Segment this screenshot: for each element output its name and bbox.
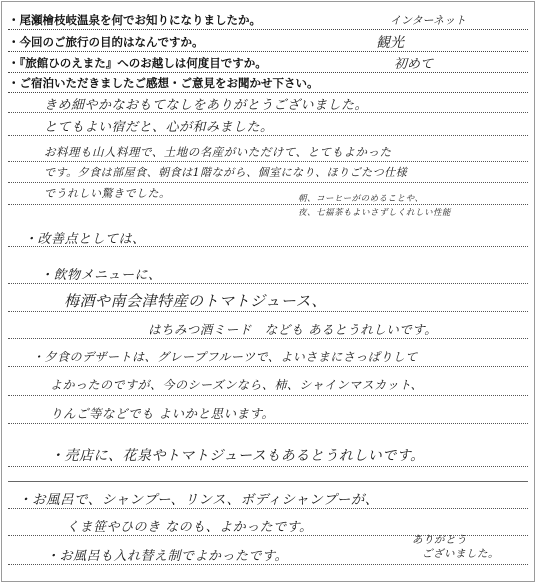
section-divider	[8, 481, 528, 482]
comment-line: よかったのですが、今のシーズンなら、柿、シャインマスカット、	[50, 378, 423, 392]
ruled-line	[8, 508, 528, 509]
comment-line: ・売店に、花泉やトマトジュースもあるとうれしいです。	[50, 448, 425, 464]
ruled-line	[8, 395, 528, 396]
ruled-line	[8, 338, 528, 339]
ruled-line	[8, 135, 528, 136]
comment-line: はちみつ酒ミード なども あるとうれしいです。	[148, 322, 438, 337]
ruled-line	[8, 466, 528, 467]
comment-heading-improvements: ・改善点としては、	[24, 232, 146, 247]
thanks-note: ございました。	[422, 548, 499, 560]
comment-line: ・お風呂も入れ替え制でよかったです。	[46, 549, 288, 564]
ruled-line	[8, 246, 528, 247]
ruled-line	[8, 311, 528, 312]
question-row-comments	[8, 75, 528, 93]
comment-line: お料理も山人料理で、土地の名産がいただけて、とてもよかった	[44, 145, 392, 159]
question-row-visits	[8, 55, 528, 73]
thanks-note: ありがとう	[412, 534, 467, 546]
question-row-purpose	[8, 34, 528, 52]
comment-line: きめ細やかなおもてなしをありがとうございました。	[44, 98, 369, 113]
ruled-line	[8, 112, 528, 113]
comment-line: ・飲物メニューに、	[40, 268, 162, 283]
answer-purpose: 観光	[376, 35, 404, 51]
ruled-line	[8, 564, 528, 565]
comment-line: とてもよい宿だと、心が和みました。	[44, 120, 274, 135]
ruled-line	[8, 283, 528, 284]
survey-card	[1, 1, 535, 582]
question-row-source	[8, 12, 528, 30]
ruled-line	[8, 161, 528, 162]
margin-note: 朝、コーヒーがのめることや、	[298, 194, 424, 204]
comment-line: りんご等などでも よいかと思います。	[50, 406, 275, 421]
comment-line: ・お風呂で、シャンプー、リンス、ボディシャンプーが、	[18, 492, 379, 508]
comment-line: ・夕食のデザートは、グレープフルーツで、よいさまにさっぱりして	[32, 350, 418, 364]
comment-line: でうれしい驚きでした。	[44, 187, 171, 200]
question-visits: ・『旅館ひのえまた』へのお越しは何度目ですか。	[8, 56, 267, 70]
ruled-line	[8, 182, 528, 183]
margin-note: 夜、七福茶もよいさずしくれしい性能	[298, 208, 452, 218]
ruled-line	[8, 204, 528, 205]
comment-line: くま笹やひのき なのも、よかったです。	[66, 520, 313, 535]
ruled-line	[8, 366, 528, 367]
ruled-line	[8, 423, 528, 424]
question-purpose: ・今回のご旅行の目的はなんですか。	[8, 35, 204, 49]
question-source: ・尾瀬檜枝岐温泉を何でお知りになりましたか。	[8, 13, 261, 27]
question-comments: ・ご宿泊いただきましたご感想・ご意見をお聞かせ下さい。	[8, 76, 319, 90]
comment-line: 梅酒や南会津特産のトマトジュース、	[64, 292, 327, 310]
comment-line: です。夕食は部屋食、朝食は1階ながら、個室になり、ほりごたつ仕様	[44, 166, 408, 179]
answer-source: インターネット	[390, 14, 467, 27]
answer-visits: 初めて	[394, 57, 434, 72]
